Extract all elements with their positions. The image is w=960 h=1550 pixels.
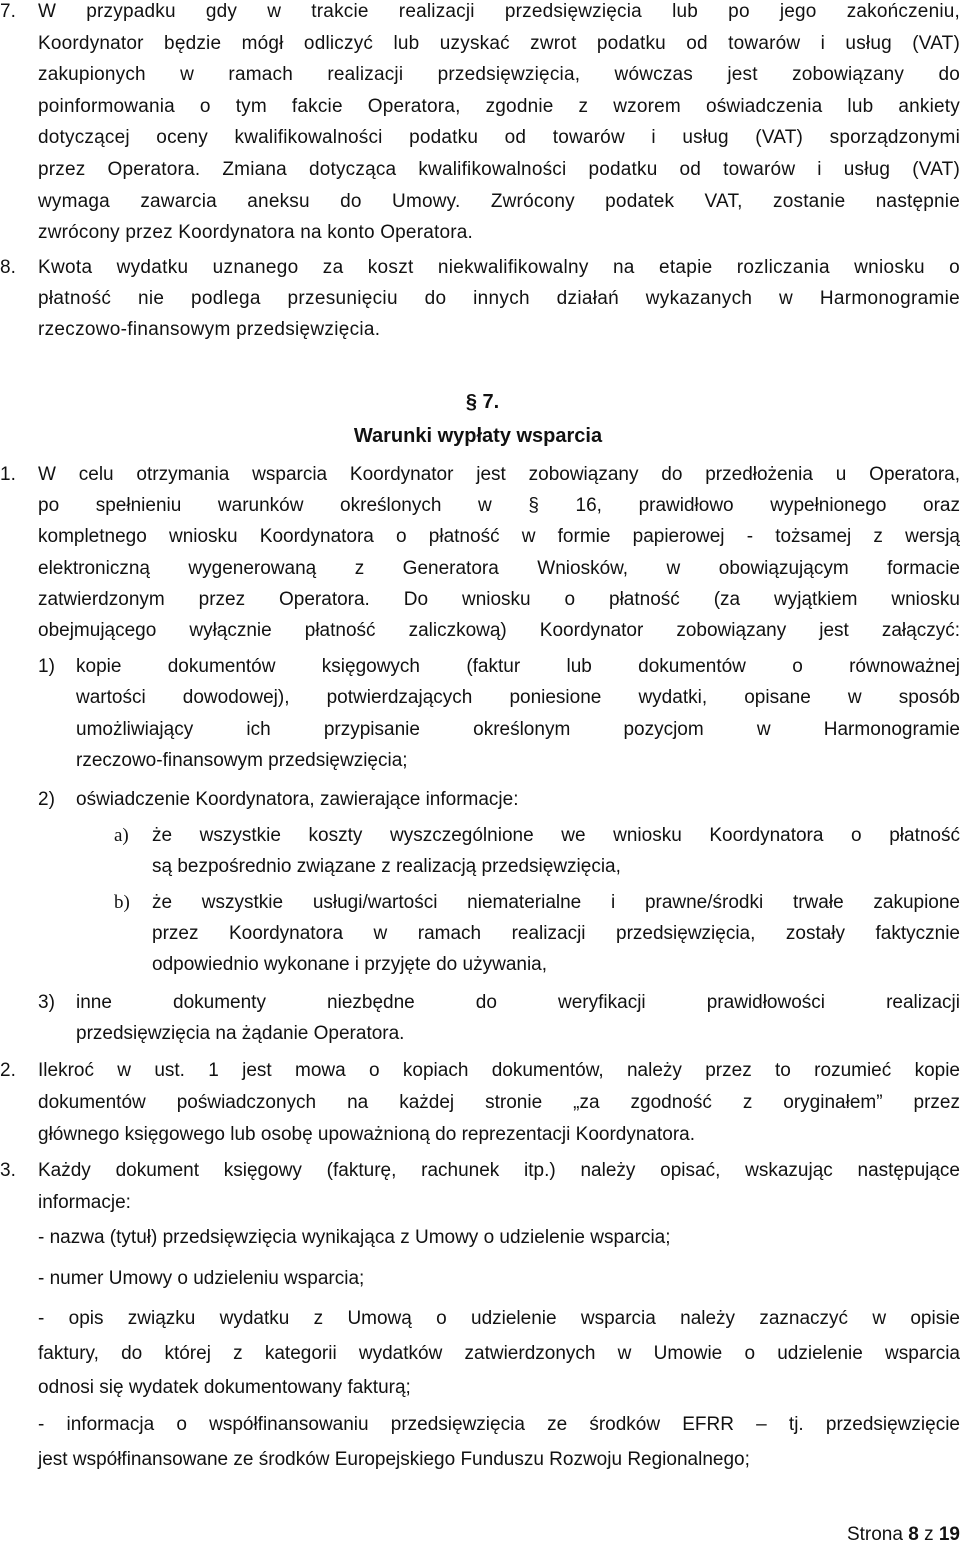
list-letter: a) <box>114 825 129 846</box>
sub-item-coordinator-statement <box>76 784 960 815</box>
footer-total-pages: 19 <box>938 1524 960 1545</box>
sub-item-number: 3) <box>38 992 55 1013</box>
list-letter: b) <box>114 892 130 913</box>
paragraph-document-description <box>38 1155 960 1219</box>
text-line: są bezpośrednio związane z realizacją przedsięwzięcia, <box>152 856 621 878</box>
sub-item-number: 2) <box>38 789 55 810</box>
text-line: że wszystkie usługi/wartości niematerialne i prawne/środki trwałe zakupione <box>152 892 960 913</box>
dash-item <box>38 1302 960 1406</box>
item-number: 3. <box>0 1160 16 1181</box>
text-line: informacje: <box>38 1192 131 1213</box>
text-line: Kwota wydatku uznanego za koszt niekwalifikowalny na etapie rozliczania wniosku o <box>38 257 960 278</box>
item-number: 7. <box>0 1 16 22</box>
text-line: umożliwiający ich przypisanie określonym pozycjom w Harmonogramie <box>76 718 960 740</box>
paragraph-payment-application <box>38 459 960 646</box>
sub-item-other-documents <box>76 987 960 1050</box>
item-number: 2. <box>0 1060 16 1081</box>
text-line: jest współfinansowane ze środków Europejskiego Funduszu Rozwoju Regionalnego; <box>38 1448 750 1470</box>
text-line: Każdy dokument księgowy (fakturę, rachunek itp.) należy opisać, wskazując następujące <box>38 1160 960 1181</box>
text-line: rzeczowo-finansowym przedsięwzięcia. <box>38 319 381 341</box>
text-line: odpowiednio wykonane i przyjęte do używania, <box>152 954 548 976</box>
text-line: obejmującego wyłącznie płatność zaliczkową) Koordynator zobowiązany jest załączyć: <box>38 620 960 642</box>
text-line: - opis związku wydatku z Umową o udzielenie wsparcia należy zaznaczyć w opisie <box>38 1308 960 1329</box>
text-line: przedsięwzięcia na żądanie Operatora. <box>76 1023 405 1045</box>
section-title: Warunki wypłaty wsparcia <box>353 425 603 447</box>
text-line: przez Operatora. Zmiana dotycząca kwalifikowalności podatku od towarów i usług (VAT) <box>38 158 960 180</box>
footer-prefix: Strona <box>846 1524 903 1545</box>
text-line: zakupionych w ramach realizacji przedsięwzięcia, wówczas jest zobowiązany do <box>38 64 960 86</box>
text-line: W przypadku gdy w trakcie realizacji przedsięwzięcia lub po jego zakończeniu, <box>38 1 960 22</box>
dash-item <box>38 1262 960 1297</box>
text-line: dotyczącej oceny kwalifikowalności podatku od towarów i usług (VAT) sporządzonymi <box>38 127 960 149</box>
text-line: rzeczowo-finansowym przedsięwzięcia; <box>76 750 408 772</box>
text-line: inne dokumenty niezbędne do weryfikacji prawidłowości realizacji <box>76 992 960 1013</box>
text-line: kompletnego wniosku Koordynatora o płatność w formie papierowej - tożsamej z wersją <box>38 526 960 548</box>
paragraph-document-copies <box>38 1055 960 1151</box>
dash-item <box>38 1408 960 1477</box>
text-line: zatwierdzonym przez Operatora. Do wniosku o płatność (za wyjątkiem wniosku <box>38 588 960 610</box>
text-line: - informacja o współfinansowaniu przedsięwzięcia ze środków EFRR – tj. przedsięwzięcie <box>38 1414 960 1435</box>
text-line: po spełnieniu warunków określonych w § 16, prawidłowo wypełnionego oraz <box>38 495 960 517</box>
dash-item <box>38 1221 960 1256</box>
text-line: oświadczenie Koordynatora, zawierające informacje: <box>76 789 519 810</box>
text-line: poinformowania o tym fakcie Operatora, zgodnie z wzorem oświadczenia lub ankiety <box>38 95 960 117</box>
text-line: wartości dowodowej), potwierdzających poniesione wydatki, opisane w sposób <box>76 687 960 709</box>
sub-item-accounting-documents <box>76 651 960 777</box>
text-line: płatność nie podlega przesunięciu do innych działań wykazanych w Harmonogramie <box>38 288 960 310</box>
sub-item-number: 1) <box>38 656 55 677</box>
text-line: głównego księgowego lub osobę upoważnioną do reprezentacji Koordynatora. <box>38 1124 696 1145</box>
text-line: elektroniczną wygenerowaną z Generatora Wniosków, w obowiązującym formacie <box>38 557 960 579</box>
text-line: wymaga zawarcia aneksu do Umowy. Zwrócony podatek VAT, zostanie następnie <box>38 190 960 212</box>
text-line: zwrócony przez Koordynatora na konto Operatora. <box>38 222 474 244</box>
text-line: - nazwa (tytuł) przedsięwzięcia wynikająca z Umowy o udzielenie wsparcia; <box>38 1227 671 1248</box>
sub-sub-item-costs <box>152 820 960 882</box>
text-line: Ilekroć w ust. 1 jest mowa o kopiach dokumentów, należy przez to rozumieć kopie <box>38 1060 960 1081</box>
text-line: kopie dokumentów księgowych (faktur lub dokumentów o równoważnej <box>76 656 960 677</box>
text-line: przez Koordynatora w ramach realizacji przedsięwzięcia, zostały faktycznie <box>152 923 960 945</box>
text-line: dokumentów poświadczonych na każdej stronie „za zgodność z oryginałem” przez <box>38 1092 960 1113</box>
item-number: 1. <box>0 464 16 485</box>
text-line: W celu otrzymania wsparcia Koordynator jest zobowiązany do przedłożenia u Operatora, <box>38 464 960 485</box>
text-line: Koordynator będzie mógł odliczyć lub uzyskać zwrot podatku od towarów i usług (VAT) <box>38 32 960 54</box>
item-number: 8. <box>0 257 16 278</box>
text-line: faktury, do której z kategorii wydatków zatwierdzonych w Umowie o udzielenie wsparcia <box>38 1342 960 1364</box>
page-footer <box>847 1524 960 1546</box>
sub-sub-item-services <box>152 887 960 981</box>
section-number: § 7. <box>465 391 500 413</box>
paragraph-non-eligible-cost <box>38 252 960 346</box>
text-line: - numer Umowy o udzieleniu wsparcia; <box>38 1268 365 1289</box>
footer-of: z <box>924 1524 934 1545</box>
paragraph-vat-refund <box>38 0 960 249</box>
text-line: że wszystkie koszty wyszczególnione we wniosku Koordynatora o płatność <box>152 825 960 846</box>
text-line: odnosi się wydatek dokumentowany fakturą; <box>38 1377 411 1398</box>
footer-page-number: 8 <box>908 1524 919 1545</box>
